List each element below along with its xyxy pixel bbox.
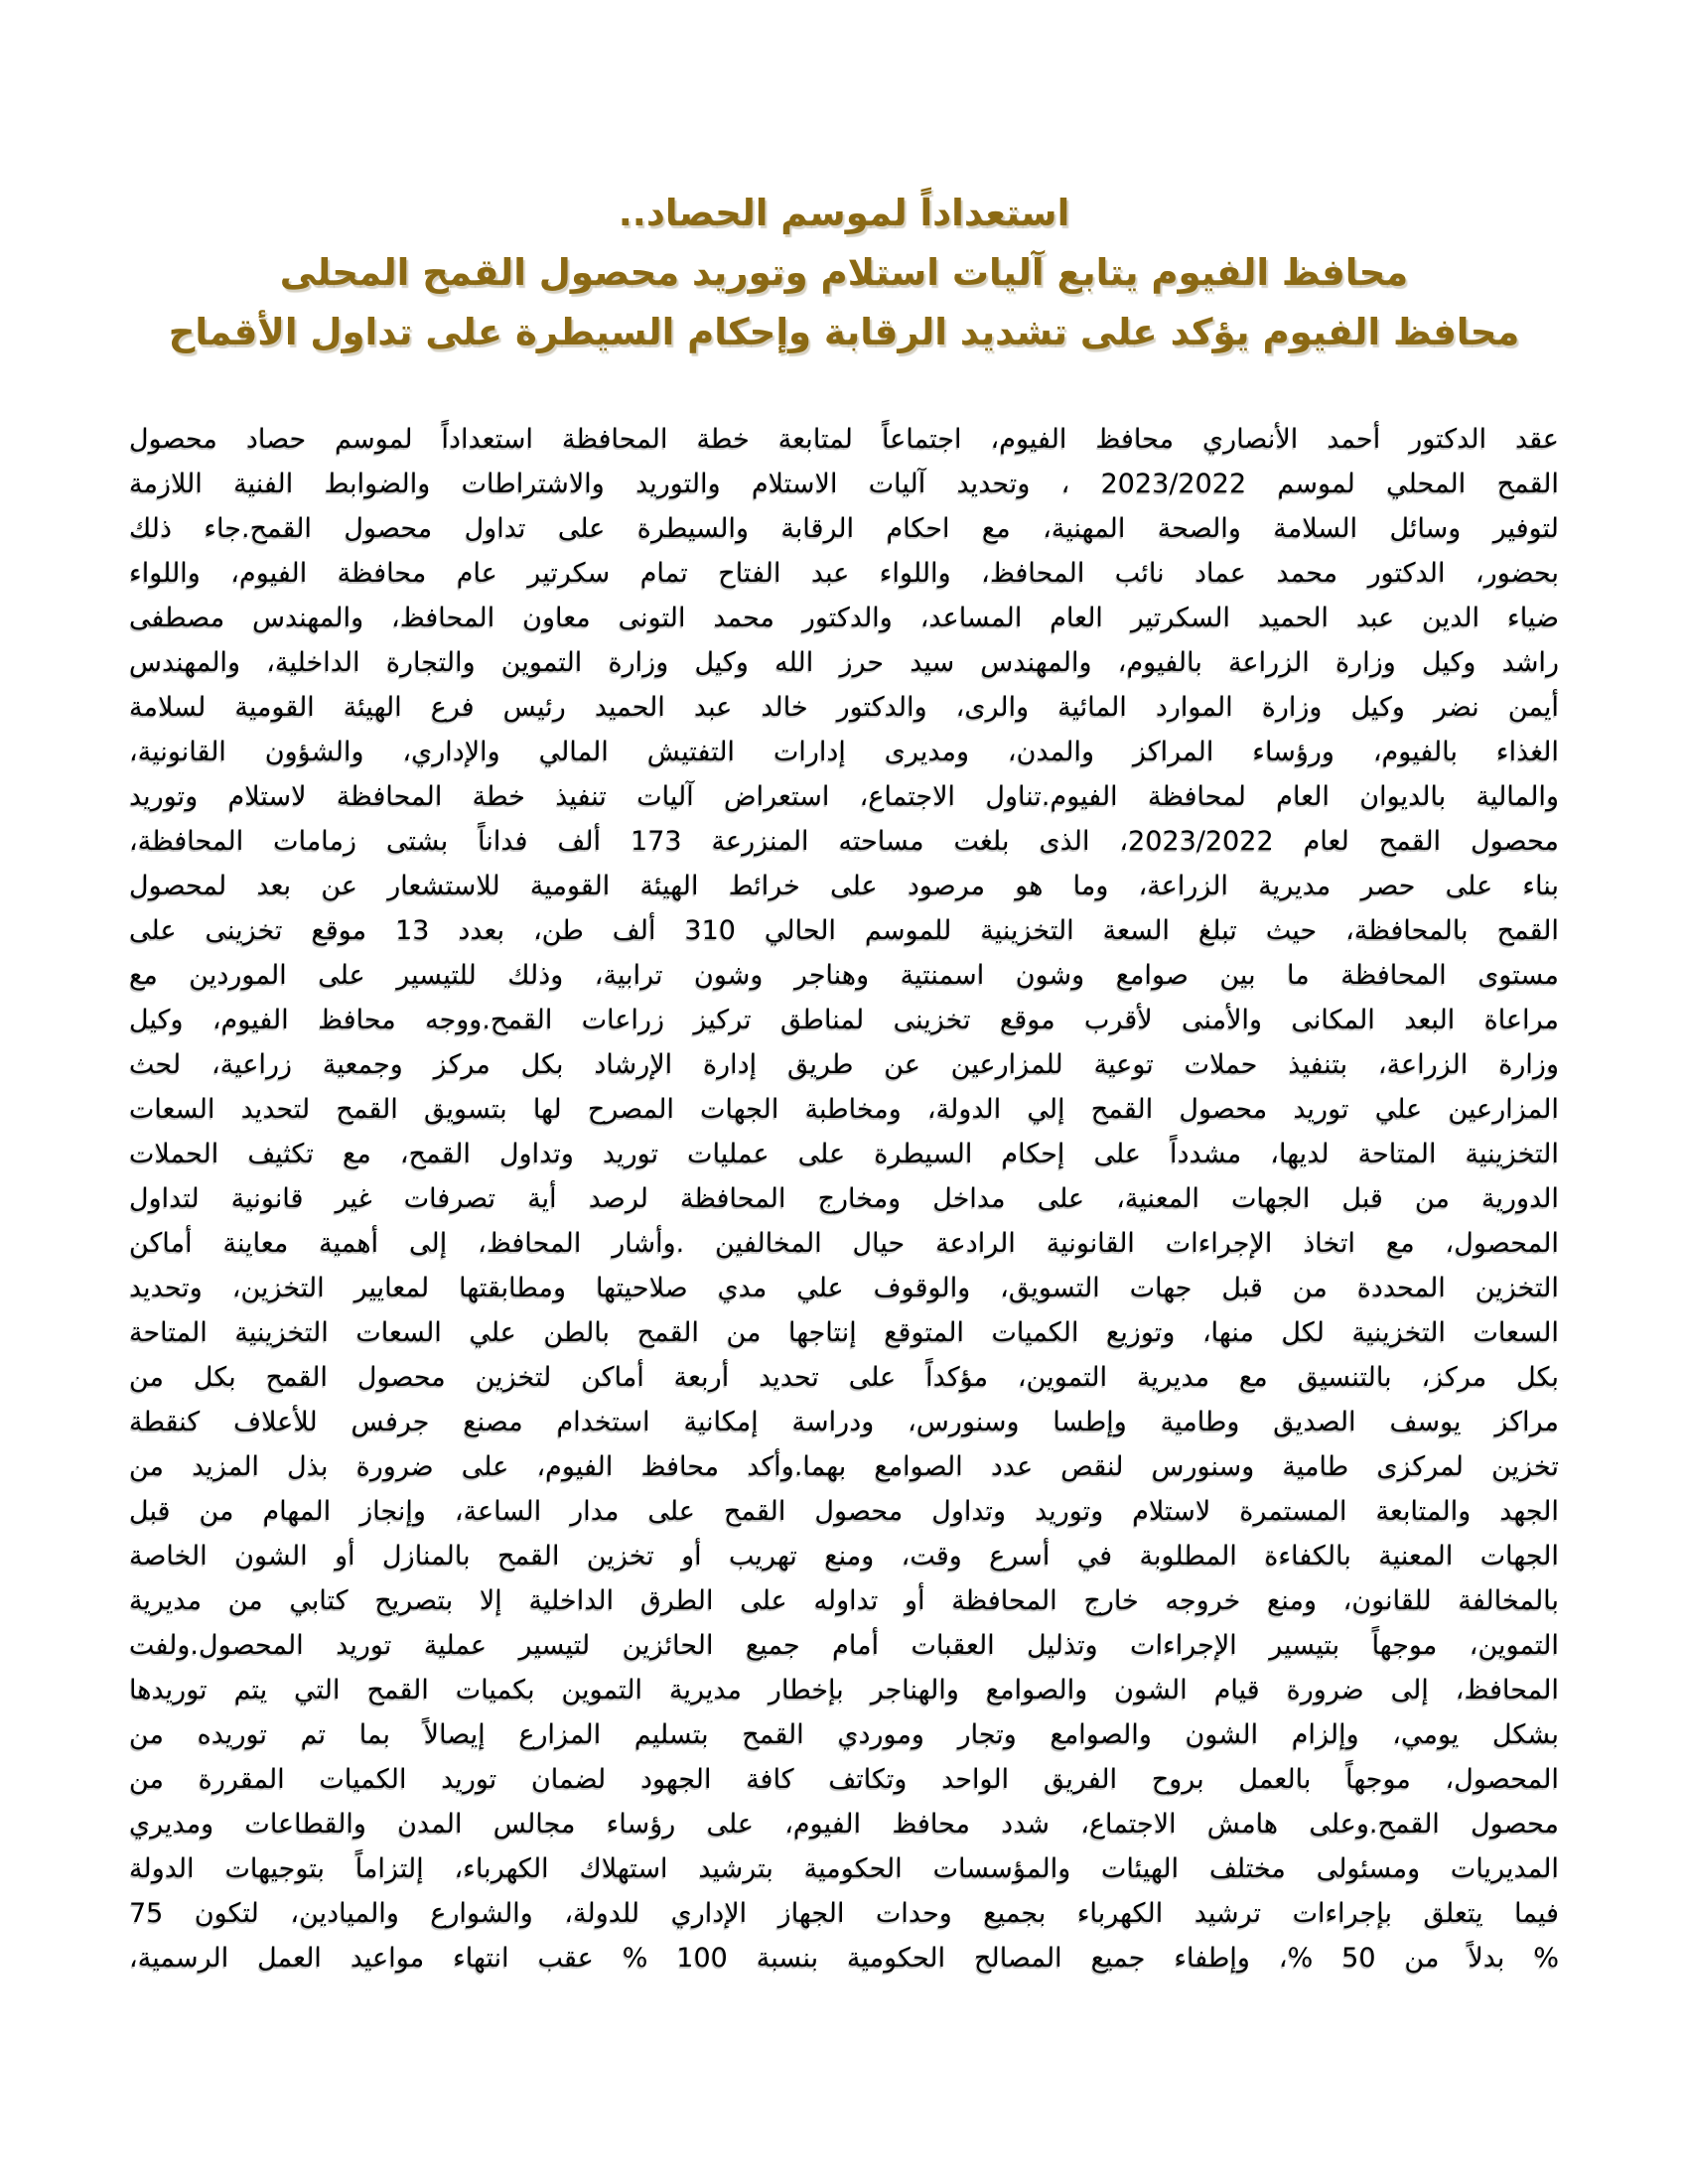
article-body-line: الجهات المعنية بالكفاءة المطلوبة في أسرع وقت، ومنع تهريب أو تخزين القمح بالمنازل أو الشون الخاصة: [129, 1541, 1559, 1571]
article-body-line: بناء على حصر مديرية الزراعة، وما هو مرصود على خرائط الهيئة القومية للاستشعار عن بعد لمحصول: [129, 871, 1559, 901]
article-body-line: القمح بالمحافظة، حيث تبلغ السعة التخزينية للموسم الحالي 310 ألف طن، بعدد 13 موقع تخزينى على: [129, 915, 1559, 946]
article-body-line: بحضور، الدكتور محمد عماد نائب المحافظ، واللواء عبد الفتاح تمام سكرتير عام محافظة الفيوم، واللواء: [129, 558, 1559, 589]
article-body-line: مراعاة البعد المكانى والأمنى لأقرب موقع تخزينى لمناطق تركيز زراعات القمح.ووجه محافظ الفيوم، وكيل: [129, 1005, 1559, 1035]
article-body-line: المحافظ، إلى ضرورة قيام الشون والصوامع والهناجر بإخطار مديرية التموين بكميات القمح التي يتم توريدها: [129, 1675, 1559, 1706]
article-body: [129, 417, 1559, 1980]
article-body-line: بالمخالفة للقانون، ومنع خروجه خارج المحافظة أو تداوله على الطرق الداخلية إلا بتصريح كتابي من مديرية: [129, 1585, 1559, 1616]
article-body-line: القمح المحلي لموسم 2023/2022 ، وتحديد آليات الاستلام والتوريد والاشتراطات والضوابط الفنية اللازمة: [129, 469, 1559, 499]
article-body-line: التخزينية المتاحة لديها، مشدداً على إحكام السيطرة على عمليات توريد وتداول القمح، مع تكثيف الحملات: [129, 1139, 1559, 1169]
article-body-line: مراكز يوسف الصديق وطامية وإطسا وسنورس، ودراسة إمكانية استخدام مصنع جرفس للأعلاف كنقطة: [129, 1407, 1559, 1437]
article-body-line: بشكل يومي، وإلزام الشون والصوامع وتجار وموردي القمح بتسليم المزارع إيصالاً بما تم توريده من: [129, 1719, 1559, 1750]
article-body-line: المزارعين علي توريد محصول القمح إلي الدولة، ومخاطبة الجهات المصرح لها بتسويق القمح لتحديد السعات: [129, 1094, 1559, 1125]
article-body-line: الدورية من قبل الجهات المعنية، على مداخل ومخارج المحافظة لرصد أية تصرفات غير قانونية لتداول: [129, 1183, 1559, 1214]
article-body-line: ضياء الدين عبد الحميد السكرتير العام المساعد، والدكتور محمد التونى معاون المحافظ، والمهندس مصطفى: [129, 603, 1559, 633]
article-body-line: أيمن نضر وكيل وزارة الموارد المائية والرى، والدكتور خالد عبد الحميد رئيس فرع الهيئة القومية لسلامة: [129, 692, 1559, 723]
article-title-line-2: محافظ الفيوم يتابع آليات استلام وتوريد محصول القمح المحلى: [279, 251, 1409, 294]
article-body-line: المحصول، موجهاً بالعمل بروح الفريق الواحد وتكاتف كافة الجهود لضمان توريد الكميات المقررة من: [129, 1764, 1559, 1795]
article-body-line: الغذاء بالفيوم، ورؤساء المراكز والمدن، ومديرى إدارات التفتيش المالي والإداري، والشؤون القانونية،: [129, 737, 1559, 767]
article-body-line: المديريات ومسئولى مختلف الهيئات والمؤسسات الحكومية بترشيد استهلاك الكهرباء، إلتزاماً بتوجيهات الدولة: [129, 1853, 1559, 1884]
article-body-line: المحصول، مع اتخاذ الإجراءات القانونية الرادعة حيال المخالفين .وأشار المحافظ، إلى أهمية معاينة أماكن: [129, 1228, 1559, 1259]
article-body-line: عقد الدكتور أحمد الأنصاري محافظ الفيوم، اجتماعاً لمتابعة خطة المحافظة استعداداً لموسم حصاد محصول: [129, 424, 1559, 455]
article-body-line: راشد وكيل وزارة الزراعة بالفيوم، والمهندس سيد حرز الله وكيل وزارة التموين والتجارة الداخلية، والمهندس: [129, 647, 1559, 678]
article-body-line: وزارة الزراعة، بتنفيذ حملات توعية للمزارعين عن طريق إدارة الإرشاد بكل مركز وجمعية زراعية، لحث: [129, 1049, 1559, 1080]
article-title-line-1: استعداداً لموسم الحصاد..: [618, 192, 1070, 234]
article-body-line: تخزين لمركزى طامية وسنورس لنقص عدد الصوامع بهما.وأكد محافظ الفيوم، على ضرورة بذل المزيد من: [129, 1451, 1559, 1482]
article-body-line: التموين، موجهاً بتيسير الإجراءات وتذليل العقبات أمام جميع الحائزين لتيسير عملية توريد المحصول.ولفت: [129, 1630, 1559, 1661]
article-title: [129, 184, 1559, 362]
article-body-line: فيما يتعلق بإجراءات ترشيد الكهرباء بجميع وحدات الجهاز الإداري للدولة، والشوارع والميادين، لتكون 75: [129, 1898, 1559, 1929]
article-body-line: والمالية بالديوان العام لمحافظة الفيوم.تناول الاجتماع، استعراض آليات تنفيذ خطة المحافظة لاستلام وتوريد: [129, 781, 1559, 812]
article-body-line: مستوى المحافظة ما بين صوامع وشون اسمنتية وهناجر وشون ترابية، وذلك للتيسير على الموردين مع: [129, 960, 1559, 991]
article-title-line-3: محافظ الفيوم يؤكد على تشديد الرقابة وإحكام السيطرة على تداول الأقماح: [168, 311, 1520, 353]
article-body-line: محصول القمح.وعلى هامش الاجتماع، شدد محافظ الفيوم، على رؤساء مجالس المدن والقطاعات ومديري: [129, 1809, 1559, 1840]
article-body-line: بكل مركز، بالتنسيق مع مديرية التموين، مؤكداً على تحديد أربعة أماكن لتخزين محصول القمح بكل من: [129, 1362, 1559, 1393]
article-body-line: لتوفير وسائل السلامة والصحة المهنية، مع احكام الرقابة والسيطرة على تداول محصول القمح.جاء ذلك: [129, 513, 1559, 544]
article-body-line: محصول القمح لعام 2023/2022، الذى بلغت مساحته المنزرعة 173 ألف فداناً بشتى زمامات المحافظة،: [129, 826, 1559, 857]
article-body-line: السعات التخزينية لكل منها، وتوزيع الكميات المتوقع إنتاجها من القمح بالطن علي السعات التخزينية المتاحة: [129, 1317, 1559, 1348]
article-body-line: % بدلاً من 50 %، وإطفاء جميع المصالح الحكومية بنسبة 100 % عقب انتهاء مواعيد العمل الرسمية،: [129, 1943, 1559, 1974]
article-body-line: الجهد والمتابعة المستمرة لاستلام وتوريد وتداول محصول القمح على مدار الساعة، وإنجاز المهام من قبل: [129, 1496, 1559, 1527]
article-body-line: التخزين المحددة من قبل جهات التسويق، والوقوف علي مدي صلاحيتها ومطابقتها لمعايير التخزين، وتحديد: [129, 1273, 1559, 1303]
